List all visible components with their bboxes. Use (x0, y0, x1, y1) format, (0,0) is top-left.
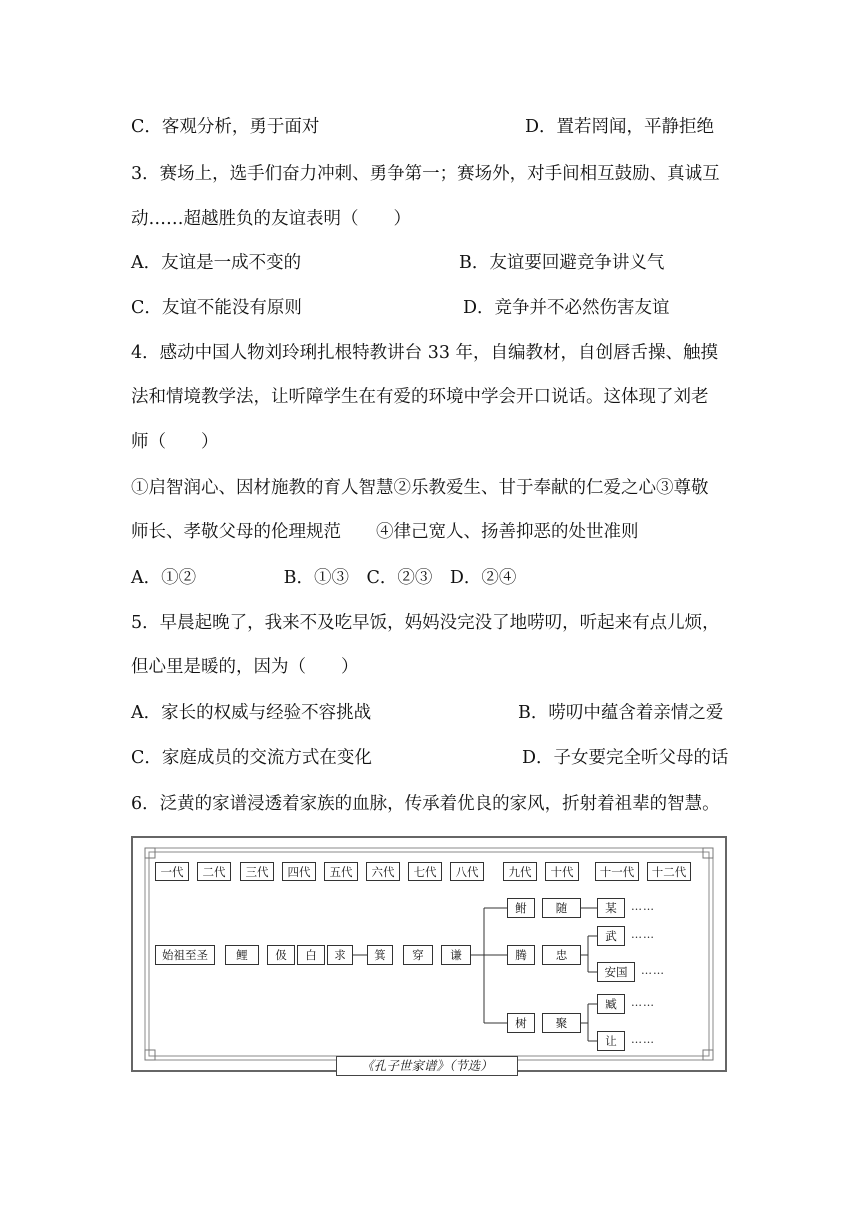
ancestor-node-4: 白 (297, 945, 325, 965)
ancestor-node-7: 穿 (403, 945, 433, 965)
option-c-q5: C．家庭成员的交流方式在变化 (131, 748, 372, 768)
ancestor-node-5: 求 (327, 945, 353, 965)
gen11-node-4: 臧 (597, 994, 625, 1014)
generation-label-8: 八代 (450, 862, 484, 881)
ancestor-node-2: 鲤 (225, 945, 259, 965)
gen11-node-5: 让 (597, 1031, 625, 1051)
ancestor-node-1: 始祖至圣 (155, 945, 215, 965)
question-4-statements-cont: 师长、孝敬父母的伦理规范 ④律己宽人、扬善抑恶的处世准则 (131, 522, 639, 542)
generation-label-11: 十一代 (595, 862, 639, 881)
generation-label-7: 七代 (408, 862, 442, 881)
ancestor-node-3: 伋 (267, 945, 295, 965)
generation-label-1: 一代 (155, 862, 189, 881)
gen10-node-2: 忠 (542, 945, 581, 965)
option-c-q3: C．友谊不能没有原则 (131, 298, 302, 318)
gen10-node-1: 随 (542, 898, 581, 918)
gen11-node-3: 安国 (597, 962, 635, 982)
option-c-q2: C．客观分析，勇于面对 (131, 117, 320, 137)
ancestor-node-6: 箕 (367, 945, 393, 965)
gen10-node-3: 聚 (542, 1013, 581, 1033)
option-a-q3: A．友谊是一成不变的 (131, 253, 302, 273)
option-d-q5: D．子女要完全听父母的话 (522, 748, 729, 768)
question-5-stem: 5．早晨起晚了，我来不及吃早饭，妈妈没完没了地唠叨，听起来有点儿烦， (131, 613, 720, 633)
generation-label-6: 六代 (366, 862, 400, 881)
question-4-statements: ①启智润心、因材施教的育人智慧②乐教爱生、甘于奉献的仁爱之心③尊敬 (131, 478, 709, 498)
continuation-dots-2: …… (631, 928, 655, 941)
gen9-node-3: 树 (507, 1013, 535, 1033)
question-4-options: A．①② B．①③ C．②③ D．②④ (131, 568, 517, 588)
gen11-node-2: 武 (597, 926, 625, 946)
question-6-stem: 6．泛黄的家谱浸透着家族的血脉，传承着优良的家风，折射着祖辈的智慧。 (131, 794, 720, 814)
question-5-stem-cont: 但心里是暖的，因为（ ） (131, 657, 359, 677)
question-4-stem-end: 师（ ） (131, 432, 219, 452)
continuation-dots-1: …… (631, 900, 655, 913)
option-b-q5: B．唠叨中蕴含着亲情之爱 (518, 703, 724, 723)
generation-label-4: 四代 (282, 862, 316, 881)
generation-label-12: 十二代 (647, 862, 691, 881)
continuation-dots-5: …… (631, 1033, 655, 1046)
continuation-dots-4: …… (631, 996, 655, 1009)
gen11-node-1: 某 (597, 898, 625, 918)
generation-label-5: 五代 (324, 862, 358, 881)
generation-label-10: 十代 (545, 862, 579, 881)
figure-caption: 《孔子世家谱》（节选） (336, 1056, 518, 1076)
option-a-q5: A．家长的权威与经验不容挑战 (131, 703, 372, 723)
question-3-stem-cont: 动……超越胜负的友谊表明（ ） (131, 209, 411, 229)
option-b-q3: B．友谊要回避竞争讲义气 (459, 253, 665, 273)
ancestor-node-8: 谦 (441, 945, 471, 965)
generation-label-3: 三代 (240, 862, 274, 881)
gen9-node-1: 鲋 (507, 898, 535, 918)
option-d-q3: D．竞争并不必然伤害友谊 (463, 298, 670, 318)
question-3-stem: 3．赛场上，选手们奋力冲刺、勇争第一；赛场外，对手间相互鼓励、真诚互 (131, 164, 720, 184)
continuation-dots-3: …… (641, 964, 665, 977)
question-4-stem: 4．感动中国人物刘玲琍扎根特教讲台 33 年，自编教材，自创唇舌操、触摸 (131, 343, 719, 363)
generation-label-9: 九代 (503, 862, 537, 881)
question-4-stem-cont: 法和情境教学法，让听障学生在有爱的环境中学会开口说话。这体现了刘老 (131, 387, 709, 407)
family-tree-figure (131, 836, 727, 1072)
generation-label-2: 二代 (197, 862, 231, 881)
gen9-node-2: 腾 (507, 945, 535, 965)
option-d-q2: D．置若罔闻，平静拒绝 (525, 117, 715, 137)
